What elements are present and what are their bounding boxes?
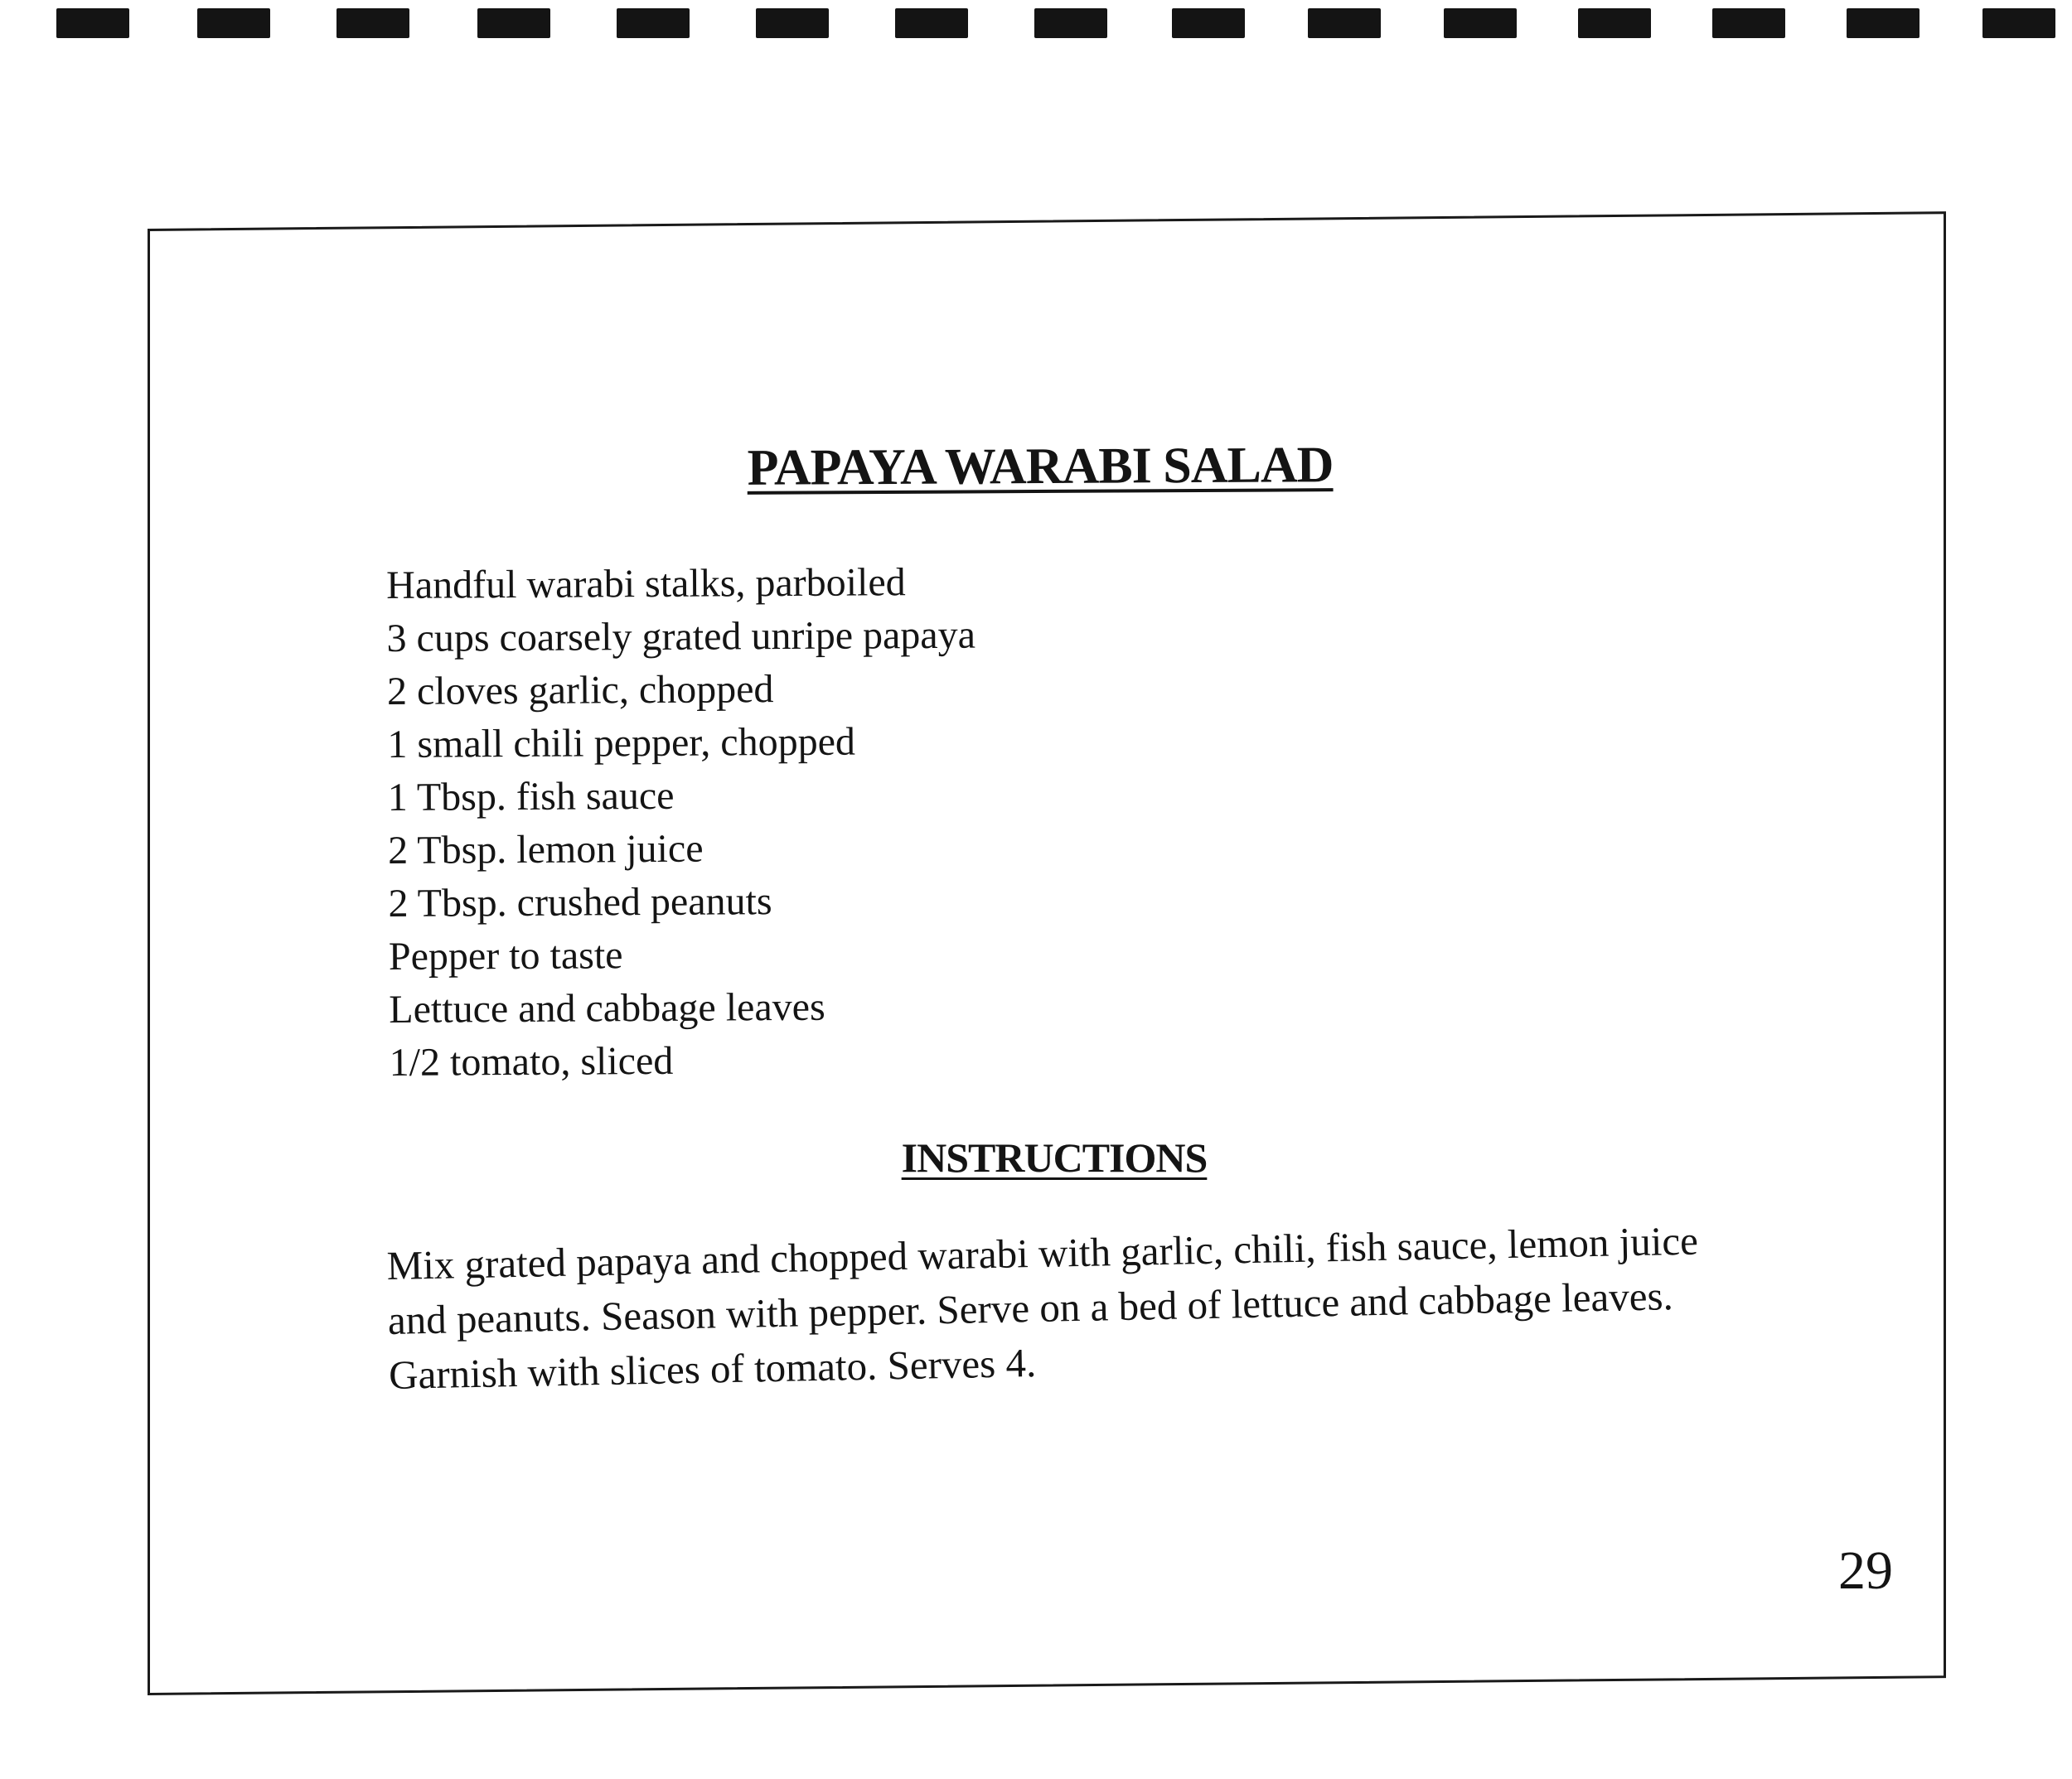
instructions-line: Mix grated papaya and chopped warabi with garlic, chili, fish sauce, lemon juice xyxy=(386,1217,1699,1288)
ingredient-item: 1/2 tomato, sliced xyxy=(389,1038,674,1085)
ingredient-item: Pepper to taste xyxy=(388,933,623,979)
instructions-line: and peanuts. Season with pepper. Serve on a bed of lettuce and cabbage leaves. xyxy=(387,1273,1674,1343)
ingredient-item: Lettuce and cabbage leaves xyxy=(389,984,825,1032)
ingredient-item: 3 cups coarsely grated unripe papaya xyxy=(386,612,976,660)
ingredient-list xyxy=(386,556,978,1090)
recipe-title: PAPAYA WARABI SALAD xyxy=(747,437,1334,496)
instructions-line: Garnish with slices of tomato. Serves 4. xyxy=(388,1339,1037,1398)
ingredient-item: 2 Tbsp. lemon juice xyxy=(387,826,704,873)
ingredient-item: Handful warabi stalks, parboiled xyxy=(386,560,906,607)
page-number: 29 xyxy=(1838,1540,1893,1601)
ingredient-item: 2 cloves garlic, chopped xyxy=(386,667,774,713)
ingredient-item: 1 Tbsp. fish sauce xyxy=(387,773,675,819)
instructions-heading: INSTRUCTIONS xyxy=(901,1134,1208,1181)
ingredient-item: 2 Tbsp. crushed peanuts xyxy=(388,879,772,926)
ingredient-item: 1 small chili pepper, chopped xyxy=(387,719,856,766)
instructions-text xyxy=(386,1213,1748,1403)
